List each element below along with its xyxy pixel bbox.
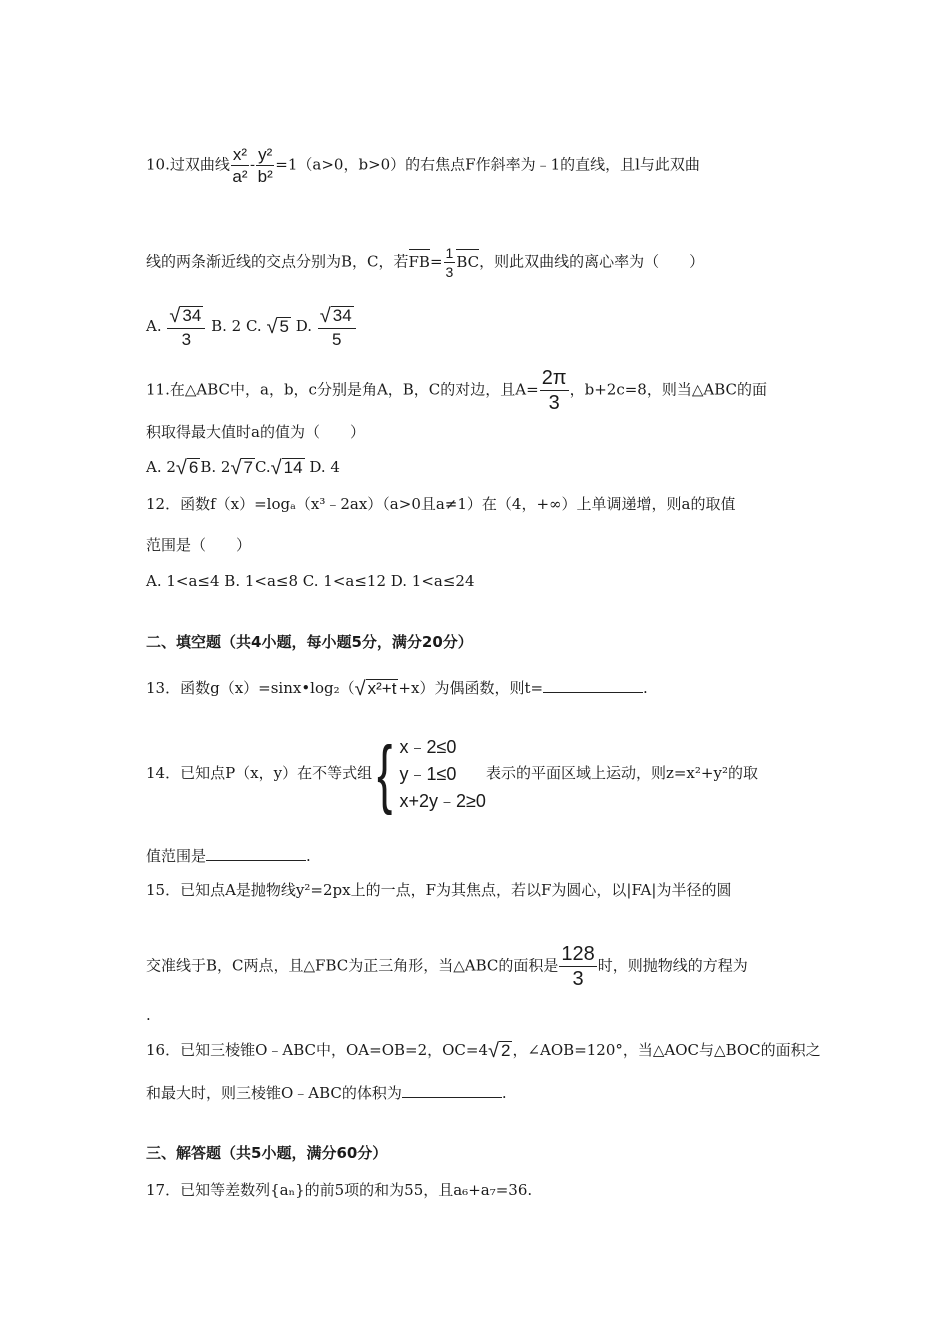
- q10-hyperbola-fraction-x: $\frac{\text{x²}}{\text{a²}}$: [232, 145, 248, 186]
- q14-answer-blank[interactable]: [206, 846, 306, 861]
- q15-line1: 15．已知点A是抛物线y²=2px上的一点，F为其焦点，若以F为圆心，以|FA|为半径的圆: [146, 881, 732, 899]
- q11-options: A. 2 √ 6 B. 2 √ 7 C. √ 14 D. 4: [146, 457, 340, 479]
- q10-vector-fb: FB: [408, 252, 430, 271]
- q14-inequality-system: { x﹣2≤0 y﹣1≤0 x+2y﹣2≥0: [377, 731, 486, 816]
- q15-line3: .: [146, 1006, 151, 1024]
- q11-angle-fraction: $\frac{2\pi}{3}$: [541, 367, 567, 414]
- q12-line2: 范围是（ ）: [146, 536, 252, 554]
- q10-text-post: =1（a>0，b>0）的右焦点F作斜率为﹣1的直线，且l与此双曲: [275, 155, 700, 174]
- q11-line2: 积取得最大值时a的值为（ ）: [146, 423, 365, 441]
- q10-number: 10.: [146, 155, 170, 174]
- q12-options: A. 1<a≤4 B. 1<a≤8 C. 1<a≤12 D. 1<a≤24: [146, 572, 475, 590]
- q10-hyperbola-fraction-y: $\frac{\text{y²}}{\text{b²}}$: [257, 145, 273, 186]
- q14-line2: 值范围是 .: [146, 847, 311, 865]
- q13-line: 13．函数g（x）=sinx•log₂（ √ x²+t +x）为偶函数，则t= .: [146, 678, 648, 700]
- q10-options: A. √ 34 3 B. 2 C. √ 5 D. √ 34 5: [146, 306, 357, 348]
- q10-line1: 10.过双曲线 $\frac{\text{x²}}{\text{a²}}$ - $\frac{\text{y²}}{\text{b²}}$ =1（a>0，b>0）的右焦点F作斜率为﹣1的直线，且l与此双曲: [146, 145, 700, 186]
- q10-option-c-sqrt: √ 5: [266, 316, 289, 338]
- q16-line1: 16．已知三棱锥O﹣ABC中，OA=OB=2，OC=4 √ 2 ，∠AOB=120°，当△AOC与△BOC的面积之: [146, 1040, 821, 1062]
- q16-sqrt: √ 2: [488, 1040, 511, 1062]
- q10-text-pre: 过双曲线: [169, 155, 230, 174]
- q17-line1: 17．已知等差数列{aₙ}的前5项的和为55，且a₆+a₇=36.: [146, 1181, 533, 1199]
- section-2-heading: 二、填空题（共4小题，每小题5分，满分20分）: [146, 633, 473, 651]
- q16-answer-blank[interactable]: [402, 1083, 502, 1098]
- q10-coefficient-fraction: $\frac{1}{3}$: [445, 245, 454, 280]
- q10-option-a-fraction: √ 34 3: [167, 306, 205, 348]
- q13-sqrt: √ x²+t: [354, 678, 397, 700]
- q12-line1: 12．函数f（x）=logₐ（x³﹣2ax）（a>0且a≠1）在（4，+∞）上单调递增，则a的取值: [146, 495, 736, 513]
- q16-line2: 和最大时，则三棱锥O﹣ABC的体积为 .: [146, 1084, 507, 1102]
- q10-vector-bc: BC: [456, 252, 480, 271]
- q10-line2: 线的两条渐近线的交点分别为B，C，若FB= $\frac{1}{3}$ BC，则此双曲线的离心率为（ ）: [146, 245, 705, 280]
- q15-area-fraction: $\frac{128}{3}$: [561, 943, 595, 990]
- q13-answer-blank[interactable]: [543, 678, 643, 693]
- section-3-heading: 三、解答题（共5小题，满分60分）: [146, 1144, 388, 1162]
- q10-option-d-fraction: √ 34 5: [318, 306, 356, 348]
- q11-line1: 11.在△ABC中，a，b，c分别是角A，B，C的对边，且A= $\frac{2\pi}{3}$ ，b+2c=8，则当△ABC的面: [146, 367, 767, 414]
- q15-line2: 交准线于B，C两点，且△FBC为正三角形，当△ABC的面积是 $\frac{128}{3}$ 时，则抛物线的方程为: [146, 943, 748, 990]
- q14-line1: 14．已知点P（x，y）在不等式组 { x﹣2≤0 y﹣1≤0 x+2y﹣2≥0 表示的平面区域上运动，则z=x²+y²的取: [146, 731, 758, 816]
